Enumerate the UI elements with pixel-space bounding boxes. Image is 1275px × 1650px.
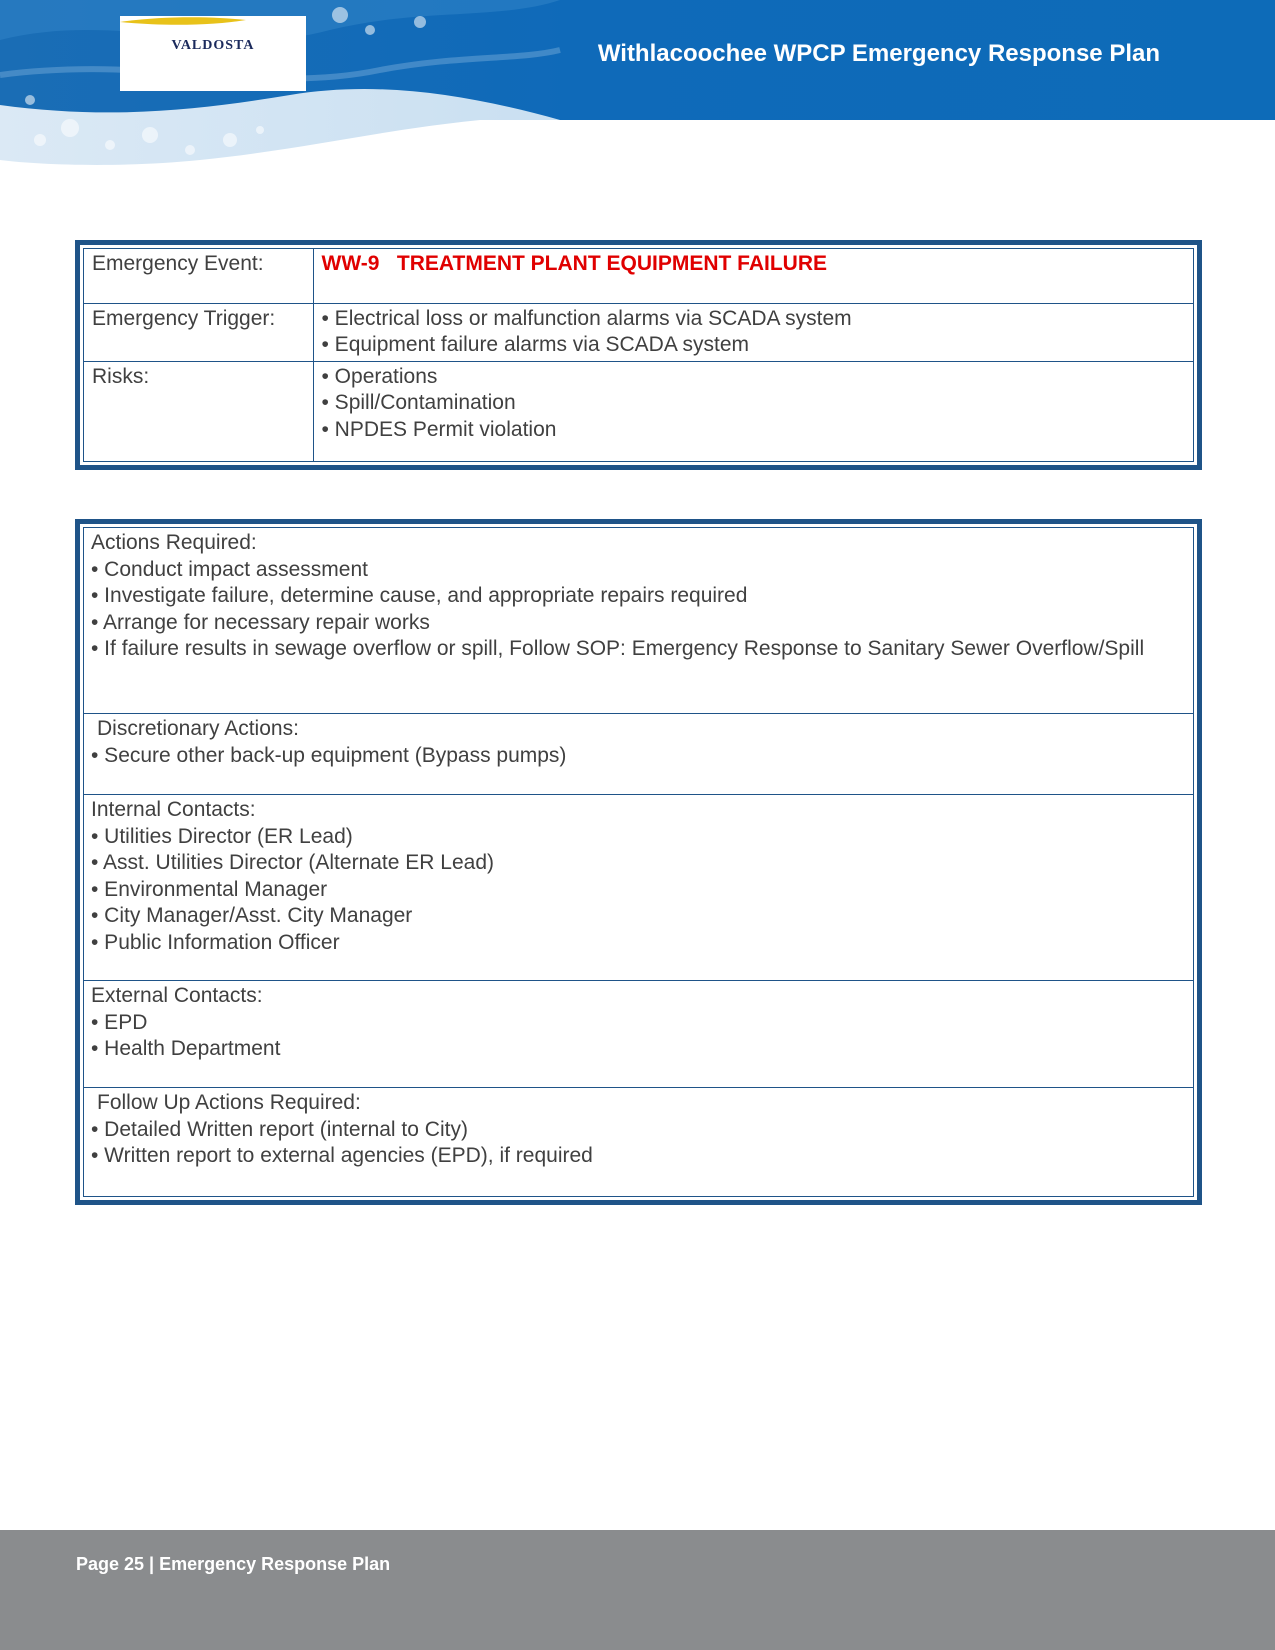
list-item: • Public Information Officer	[91, 930, 340, 954]
list-item: • If failure results in sewage overflow or spill, Follow SOP: Emergency Response to Sanitary Sewer Overflow/Spill	[91, 637, 1145, 660]
list-item: • Health Department	[91, 1037, 281, 1060]
row-label: Risks:	[84, 361, 313, 461]
internal-contacts-section	[84, 795, 1193, 981]
list-item: • Investigate failure, determine cause, and appropriate repairs required	[91, 584, 748, 607]
section-heading: Follow Up Actions Required:	[97, 1091, 361, 1114]
actions-table	[83, 527, 1194, 1197]
section-heading: Discretionary Actions:	[97, 717, 299, 740]
list-item: • Asst. Utilities Director (Alternate ER Lead)	[91, 851, 494, 874]
follow-up-actions-section	[84, 1088, 1193, 1196]
discretionary-actions-section	[84, 714, 1193, 795]
list-item: • Environmental Manager	[91, 877, 328, 901]
section-heading: Internal Contacts:	[91, 798, 256, 821]
event-table	[84, 249, 1193, 461]
list-item: • Equipment failure alarms via SCADA system	[321, 333, 750, 356]
list-item: • City Manager/Asst. City Manager	[91, 904, 413, 927]
page-number: Page 25 | Emergency Response Plan	[76, 1554, 391, 1574]
page-header	[0, 0, 1275, 170]
list-item: • Written report to external agencies (EPD), if required	[91, 1144, 593, 1167]
list-item: • Secure other back-up equipment (Bypass pumps)	[91, 743, 567, 767]
actions-required-section	[84, 528, 1193, 714]
section-heading: Actions Required:	[91, 531, 257, 554]
table-row	[84, 303, 1193, 361]
row-label: Emergency Trigger:	[84, 303, 313, 361]
list-item: • Operations	[321, 364, 438, 388]
page-footer	[0, 1530, 1275, 1650]
list-item: • Spill/Contamination	[321, 391, 516, 414]
list-item: • Electrical loss or malfunction alarms via SCADA system	[321, 306, 852, 330]
list-item: • Utilities Director (ER Lead)	[91, 824, 353, 848]
actions-table-frame	[75, 519, 1202, 1205]
list-item: • NPDES Permit violation	[321, 417, 557, 441]
valdosta-logo	[120, 16, 306, 91]
table-row	[84, 361, 1193, 461]
list-item: • Arrange for necessary repair works	[91, 610, 430, 634]
section-heading: External Contacts:	[91, 984, 263, 1007]
event-title: WW-9 TREATMENT PLANT EQUIPMENT FAILURE	[321, 252, 827, 275]
document-title: Withlacoochee WPCP Emergency Response Plan	[597, 40, 1160, 67]
logo-wordmark: VALDOSTA	[171, 38, 255, 53]
row-label: Emergency Event:	[84, 249, 313, 303]
external-contacts-section	[84, 981, 1193, 1088]
list-item: • Detailed Written report (internal to City)	[91, 1117, 468, 1141]
list-item: • Conduct impact assessment	[91, 557, 368, 581]
list-item: • EPD	[91, 1010, 148, 1034]
logo-swoosh-icon	[120, 16, 246, 26]
table-row	[84, 249, 1193, 303]
event-table-frame	[75, 240, 1202, 470]
